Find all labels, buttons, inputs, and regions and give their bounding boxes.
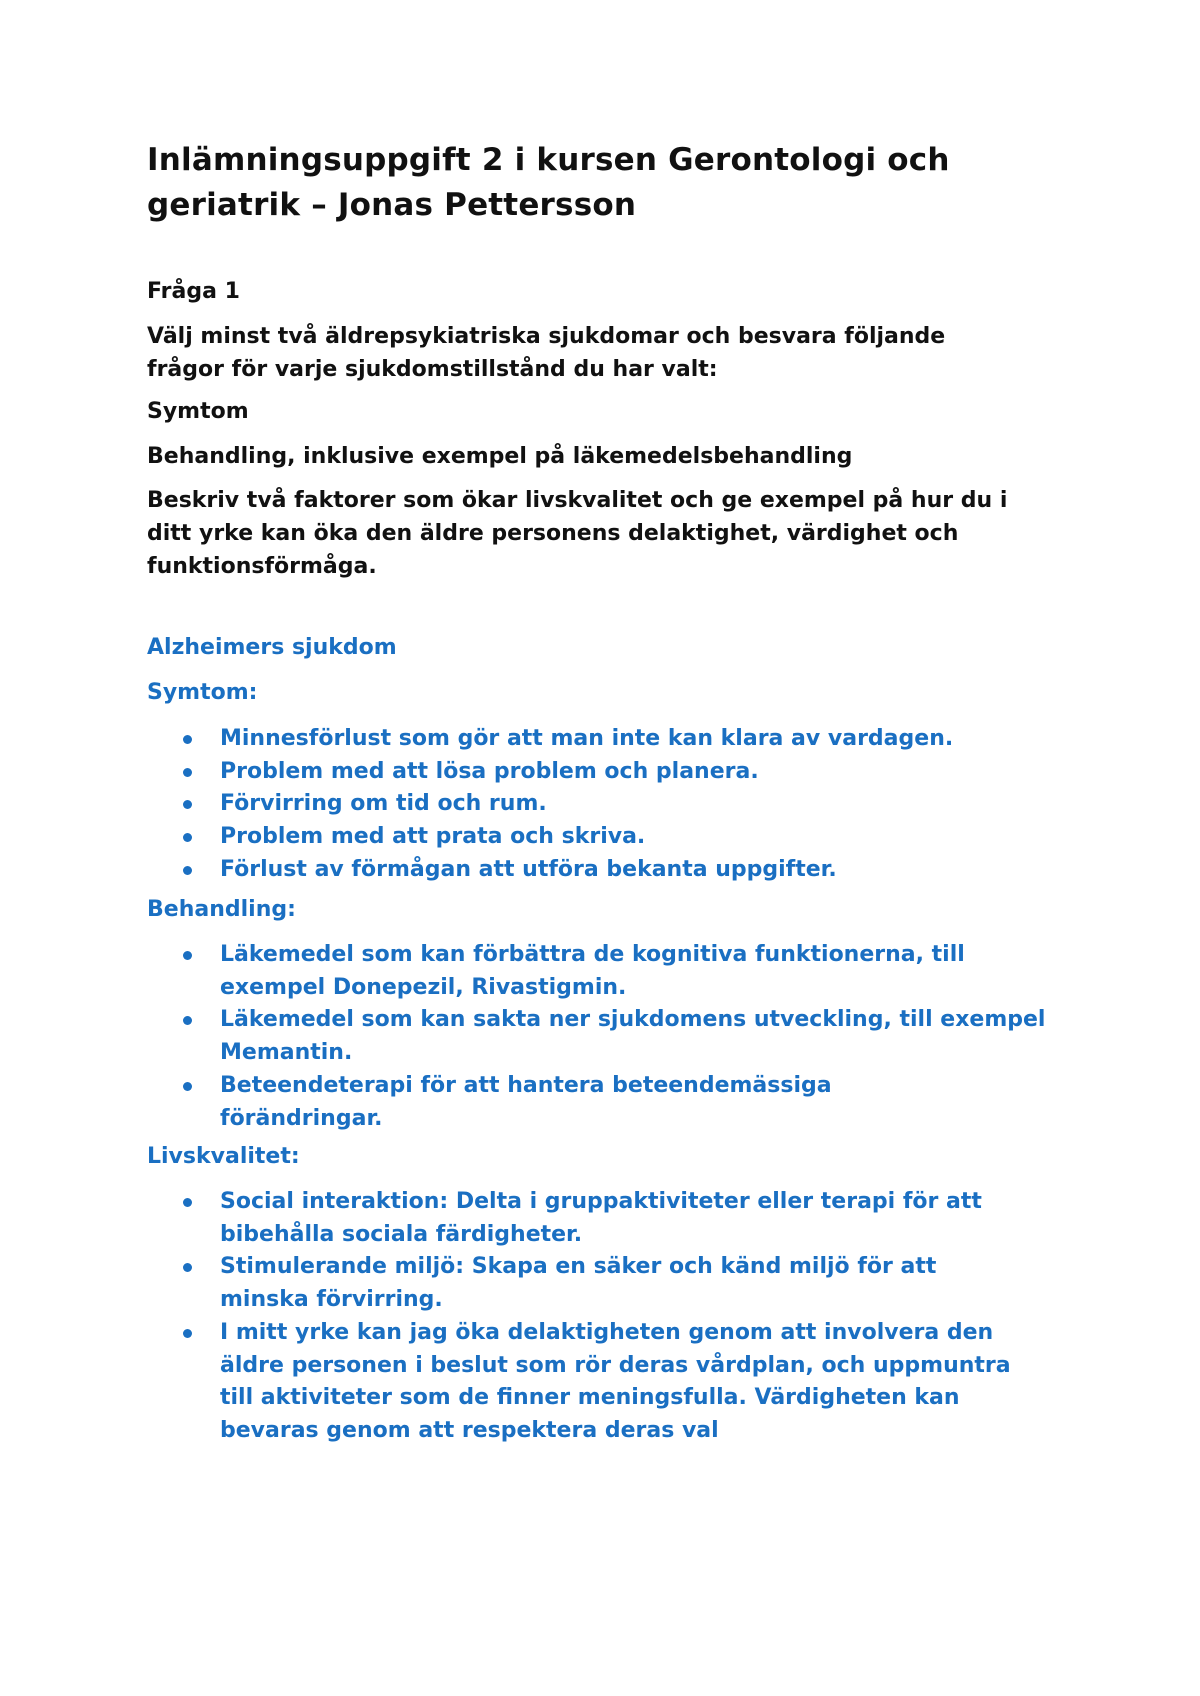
list-item xyxy=(147,1251,1027,1316)
list-item-text: Förlust av förmågan att utföra bekanta uppgifter. xyxy=(220,856,837,882)
question-label: Fråga 1 xyxy=(147,279,240,304)
list-item-text: Problem med att prata och skriva. xyxy=(220,824,646,850)
question-item-quality: Beskriv två faktorer som ökar livskvalitet och ge exempel på hur du i ditt yrke kan öka den äldre personens delaktighet, värdighet och funktionsförmåga. xyxy=(147,488,1008,579)
symptoms-heading: Symtom: xyxy=(147,680,258,705)
list-item-text: Stimulerande miljö: Skapa en säker och känd miljö för att minska förvirring. xyxy=(220,1254,937,1313)
list-item xyxy=(147,821,1067,854)
list-item xyxy=(147,1186,1027,1251)
list-item xyxy=(147,723,1067,756)
bullet-icon xyxy=(183,1263,192,1272)
list-item xyxy=(147,788,1067,821)
list-item xyxy=(147,1070,1047,1135)
bullet-icon xyxy=(183,735,192,744)
treatment-list xyxy=(147,939,1047,1135)
question-item-treatment: Behandling, inklusive exempel på läkemedelsbehandling xyxy=(147,444,853,469)
question-item-symptoms: Symtom xyxy=(147,399,249,424)
list-item xyxy=(147,939,1047,1004)
list-item-text: Förvirring om tid och rum. xyxy=(220,791,547,817)
list-item-text: Problem med att lösa problem och planera. xyxy=(220,758,759,784)
question-intro: Välj minst två äldrepsykiatriska sjukdomar och besvara följande frågor för varje sjukdomstillstånd du har valt: xyxy=(147,324,946,382)
list-item-text: I mitt yrke kan jag öka delaktigheten genom att involvera den äldre personen i beslut som rör deras vårdplan, och uppmuntra till aktiviteter som de finner meningsfulla. Värdigheten kan bevaras genom att respektera deras val xyxy=(220,1319,1011,1443)
bullet-icon xyxy=(183,1198,192,1207)
document-title: Inlämningsuppgift 2 i kursen Gerontologi och geriatrik – Jonas Pettersson xyxy=(147,142,950,223)
bullet-icon xyxy=(183,768,192,777)
list-item xyxy=(147,1317,1027,1448)
disease-heading: Alzheimers sjukdom xyxy=(147,635,397,660)
bullet-icon xyxy=(183,1082,192,1091)
quality-list xyxy=(147,1186,1027,1448)
document-page xyxy=(147,138,1067,1443)
bullet-icon xyxy=(183,866,192,875)
treatment-heading: Behandling: xyxy=(147,897,296,922)
list-item xyxy=(147,1004,1047,1069)
list-item-text: Läkemedel som kan förbättra de kognitiva funktionerna, till exempel Donepezil, Rivastigmin. xyxy=(220,942,965,1000)
bullet-icon xyxy=(183,951,192,960)
list-item xyxy=(147,854,1067,887)
bullet-icon xyxy=(183,833,192,842)
bullet-icon xyxy=(183,1016,192,1025)
list-item-text: Beteendeterapi för att hantera beteendemässiga förändringar. xyxy=(220,1072,832,1131)
list-item-text: Läkemedel som kan sakta ner sjukdomens utveckling, till exempel Memantin. xyxy=(220,1007,1046,1066)
symptoms-list xyxy=(147,723,1067,887)
list-item xyxy=(147,756,1067,789)
bullet-icon xyxy=(183,1329,192,1338)
quality-heading: Livskvalitet: xyxy=(147,1144,300,1169)
list-item-text: Social interaktion: Delta i gruppaktiviteter eller terapi för att bibehålla sociala färdigheter. xyxy=(220,1189,982,1247)
bullet-icon xyxy=(183,800,192,809)
list-item-text: Minnesförlust som gör att man inte kan klara av vardagen. xyxy=(220,726,954,751)
